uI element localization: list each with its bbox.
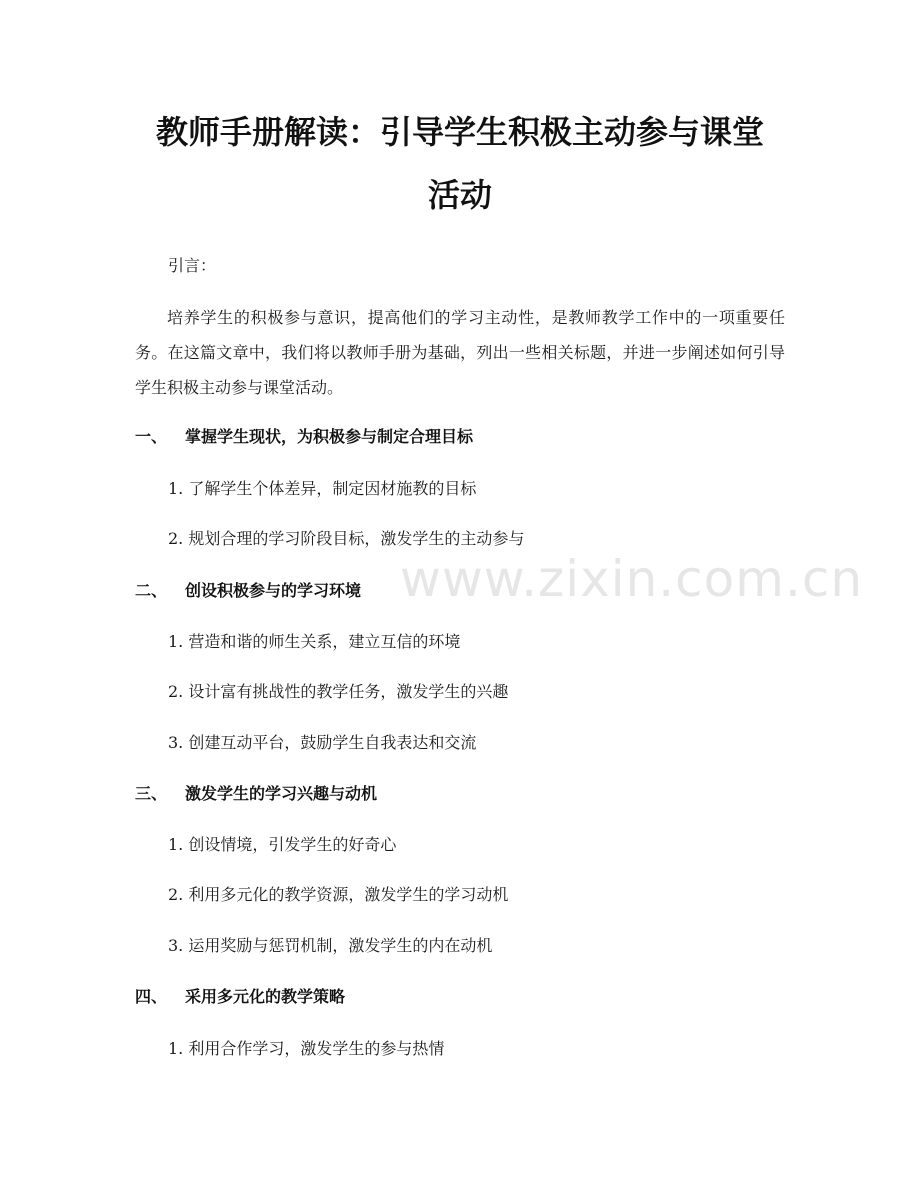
section-title: 采用多元化的教学策略 (185, 987, 346, 1006)
list-item: 3. 运用奖励与惩罚机制，激发学生的内在动机 (168, 936, 493, 955)
section-title: 激发学生的学习兴趣与动机 (185, 784, 378, 803)
section-number: 三、 (135, 784, 168, 803)
section-heading-4 (135, 986, 345, 1008)
list-item: 3. 创建互动平台，鼓励学生自我表达和交流 (168, 733, 477, 752)
section-number: 二、 (135, 581, 168, 600)
section-number: 一、 (135, 427, 168, 446)
section-title: 创设积极参与的学习环境 (185, 581, 362, 600)
intro-paragraph: 培养学生的积极参与意识，提高他们的学习主动性，是教师教学工作中的一项重要任务。在这篇文章中，我们将以教师手册为基础，列出一些相关标题，并进一步阐述如何引导学生积极主动参与课堂活动。 (135, 308, 785, 397)
watermark: www.zixin.com.cn (400, 550, 864, 608)
section-heading-2 (135, 580, 361, 602)
document-title-line-1: 教师手册解读：引导学生积极主动参与课堂 (155, 113, 764, 151)
list-item: 1. 了解学生个体差异，制定因材施教的目标 (168, 479, 477, 498)
section-title: 掌握学生现状，为积极参与制定合理目标 (185, 427, 474, 446)
section-heading-1 (135, 426, 473, 448)
intro-label: 引言： (168, 256, 217, 275)
list-item: 1. 营造和谐的师生关系，建立互信的环境 (168, 632, 461, 651)
list-item: 2. 利用多元化的教学资源，激发学生的学习动机 (168, 885, 509, 904)
section-heading-3 (135, 783, 377, 805)
list-item: 2. 设计富有挑战性的教学任务，激发学生的兴趣 (168, 682, 509, 701)
list-item: 1. 利用合作学习，激发学生的参与热情 (168, 1039, 445, 1058)
list-item: 2. 规划合理的学习阶段目标，激发学生的主动参与 (168, 529, 525, 548)
document-title-line-2: 活动 (427, 176, 492, 214)
list-item: 1. 创设情境，引发学生的好奇心 (168, 835, 397, 854)
section-number: 四、 (135, 987, 168, 1006)
